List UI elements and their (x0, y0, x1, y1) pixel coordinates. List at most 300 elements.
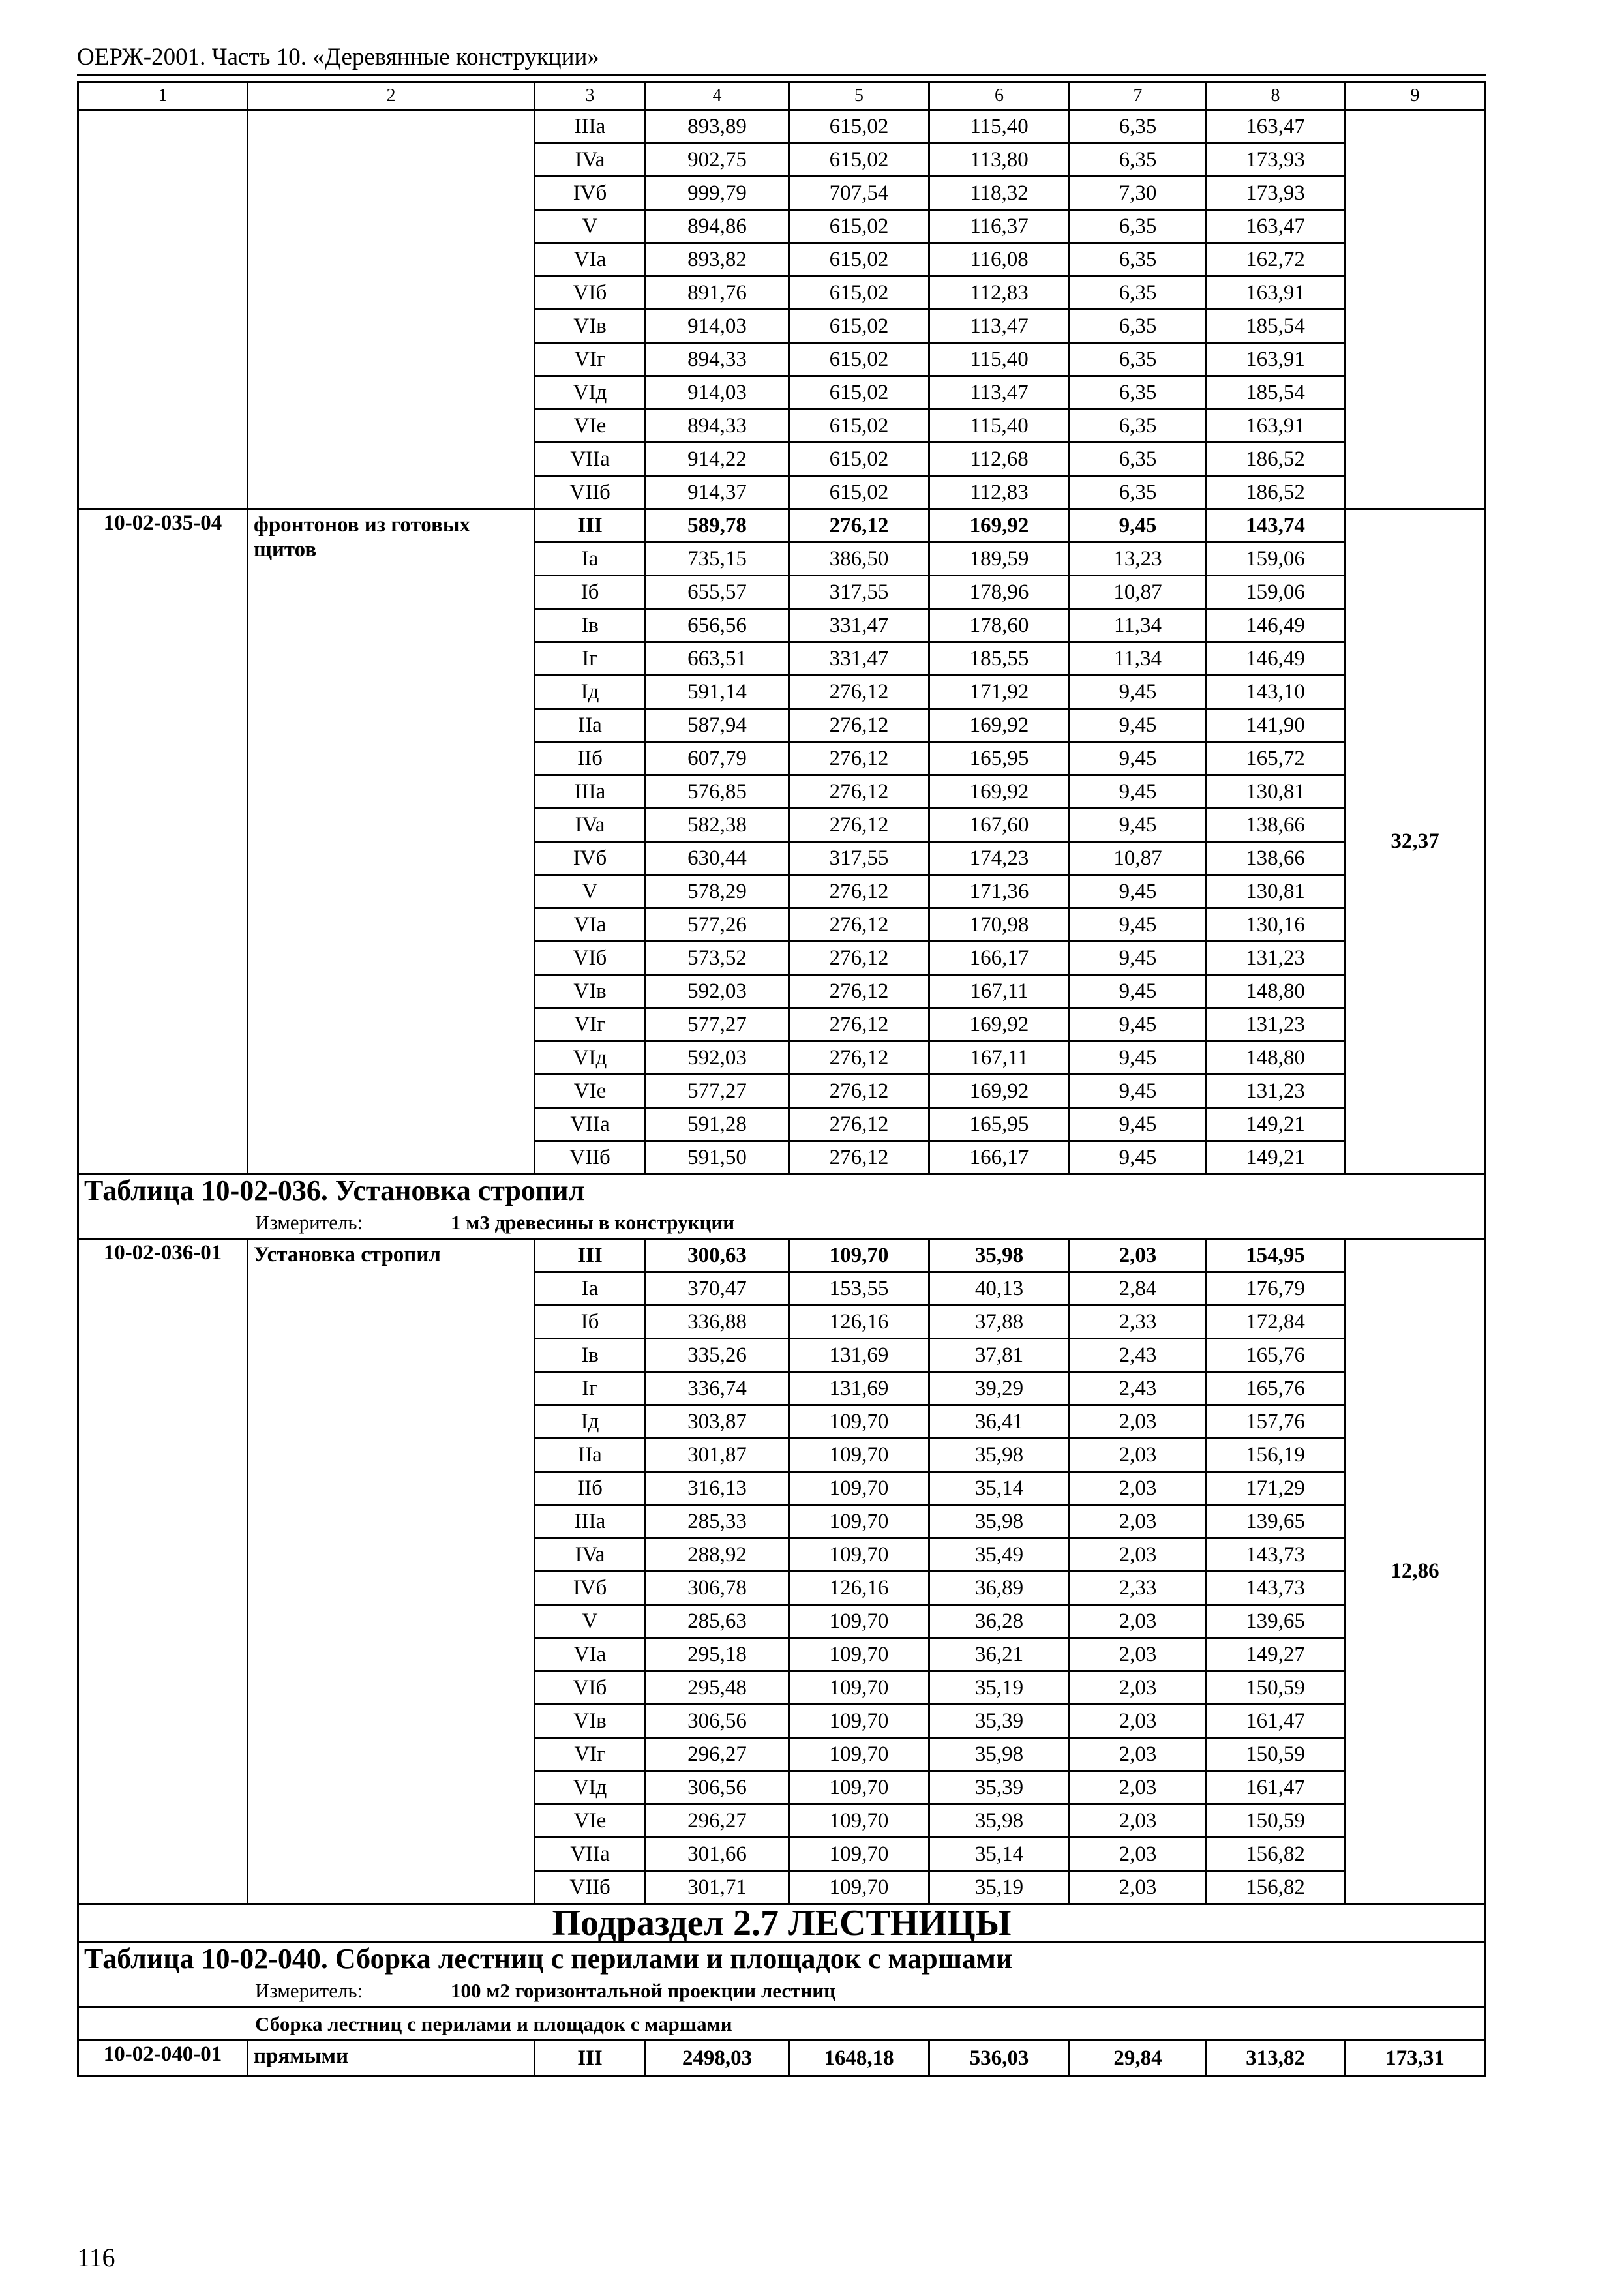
value-cell: 138,66 (1207, 809, 1345, 842)
value-cell: 2,84 (1070, 1272, 1207, 1306)
value-cell: 276,12 (789, 1108, 929, 1141)
value-cell: 893,82 (646, 243, 789, 277)
value-cell: 2,03 (1070, 1472, 1207, 1505)
value-cell: 6,35 (1070, 243, 1207, 277)
value-cell: 276,12 (789, 676, 929, 709)
value-cell: 109,70 (789, 1239, 929, 1272)
value-cell: 9,45 (1070, 1141, 1207, 1174)
value-cell: 126,16 (789, 1572, 929, 1605)
value-cell: 9,45 (1070, 1108, 1207, 1141)
value-cell: 9,45 (1070, 775, 1207, 809)
table-row (78, 1174, 1486, 1207)
value-cell: 148,80 (1207, 1041, 1345, 1075)
zone-cell: VIг (535, 1738, 646, 1771)
value-cell: 6,35 (1070, 210, 1207, 243)
value-cell: 300,63 (646, 1239, 789, 1272)
value-cell: 37,81 (929, 1339, 1070, 1372)
unit-label: Измеритель: (255, 1979, 363, 2002)
zone-cell: IIIa (535, 775, 646, 809)
value-cell: 615,02 (789, 243, 929, 277)
value-cell: 131,23 (1207, 942, 1345, 975)
labor-cost-cell: 173,31 (1345, 2041, 1486, 2076)
value-cell: 615,02 (789, 210, 929, 243)
value-cell: 35,98 (929, 1804, 1070, 1838)
value-cell: 276,12 (789, 1141, 929, 1174)
zone-cell: VIд (535, 1771, 646, 1804)
value-cell: 150,59 (1207, 1671, 1345, 1705)
value-cell: 295,18 (646, 1638, 789, 1671)
value-cell: 189,59 (929, 543, 1070, 576)
value-cell: 161,47 (1207, 1705, 1345, 1738)
value-cell: 149,21 (1207, 1141, 1345, 1174)
value-cell: 36,41 (929, 1405, 1070, 1439)
value-cell: 35,14 (929, 1838, 1070, 1871)
zone-cell: IIб (535, 742, 646, 775)
value-cell: 276,12 (789, 908, 929, 942)
value-cell: 10,87 (1070, 842, 1207, 875)
value-cell: 116,08 (929, 243, 1070, 277)
zone-cell: IVб (535, 842, 646, 875)
value-cell: 156,82 (1207, 1838, 1345, 1871)
zone-cell: IIa (535, 709, 646, 742)
value-cell: 109,70 (789, 1538, 929, 1572)
value-cell: 163,47 (1207, 110, 1345, 143)
value-cell: 35,14 (929, 1472, 1070, 1505)
value-cell: 173,93 (1207, 177, 1345, 210)
value-cell: 156,19 (1207, 1439, 1345, 1472)
unit-row (78, 1975, 1486, 2007)
value-cell: 109,70 (789, 1605, 929, 1638)
value-cell: 172,84 (1207, 1306, 1345, 1339)
value-cell: 6,35 (1070, 443, 1207, 476)
zone-cell: VIe (535, 410, 646, 443)
unit-value: 100 м2 горизонтальной проекции лестниц (451, 1979, 835, 2002)
value-cell: 36,28 (929, 1605, 1070, 1638)
subsection-title: Подраздел 2.7 ЛЕСТНИЦЫ (78, 1904, 1486, 1943)
zone-cell: VIa (535, 243, 646, 277)
value-cell: 276,12 (789, 975, 929, 1008)
value-cell: 276,12 (789, 1041, 929, 1075)
value-cell: 2,33 (1070, 1306, 1207, 1339)
value-cell: 582,38 (646, 809, 789, 842)
value-cell: 112,83 (929, 476, 1070, 509)
value-cell: 13,23 (1070, 543, 1207, 576)
value-cell: 894,33 (646, 343, 789, 376)
value-cell: 6,35 (1070, 310, 1207, 343)
value-cell: 316,13 (646, 1472, 789, 1505)
column-number: 4 (646, 82, 789, 110)
value-cell: 707,54 (789, 177, 929, 210)
value-cell: 301,71 (646, 1871, 789, 1904)
value-cell: 9,45 (1070, 742, 1207, 775)
zone-cell: III (535, 1239, 646, 1272)
zone-cell: Ia (535, 1272, 646, 1306)
value-cell: 169,92 (929, 775, 1070, 809)
value-cell: 276,12 (789, 875, 929, 908)
value-cell: 914,03 (646, 310, 789, 343)
value-cell: 2,03 (1070, 1705, 1207, 1738)
value-cell: 276,12 (789, 775, 929, 809)
value-cell: 186,52 (1207, 476, 1345, 509)
column-number: 9 (1345, 82, 1486, 110)
value-cell: 735,15 (646, 543, 789, 576)
zone-cell: VIв (535, 310, 646, 343)
value-cell: 112,68 (929, 443, 1070, 476)
value-cell: 301,66 (646, 1838, 789, 1871)
zone-cell: VIe (535, 1075, 646, 1108)
value-cell: 165,76 (1207, 1372, 1345, 1405)
value-cell: 36,21 (929, 1638, 1070, 1671)
value-cell: 185,54 (1207, 310, 1345, 343)
value-cell: 276,12 (789, 1008, 929, 1041)
value-cell: 139,65 (1207, 1605, 1345, 1638)
value-cell: 150,59 (1207, 1804, 1345, 1838)
zone-cell: VIa (535, 908, 646, 942)
zone-cell: IIa (535, 1439, 646, 1472)
value-cell: 29,84 (1070, 2041, 1207, 2076)
value-cell: 131,23 (1207, 1075, 1345, 1108)
value-cell: 306,56 (646, 1705, 789, 1738)
value-cell: 109,70 (789, 1771, 929, 1804)
value-cell: 169,92 (929, 509, 1070, 543)
column-number: 3 (535, 82, 646, 110)
value-cell: 109,70 (789, 1804, 929, 1838)
value-cell: 2,03 (1070, 1671, 1207, 1705)
value-cell: 10,87 (1070, 576, 1207, 609)
value-cell: 370,47 (646, 1272, 789, 1306)
table-title: Таблица 10-02-040. Сборка лестниц с перилами и площадок с маршами (78, 1943, 1486, 1975)
value-cell: 577,27 (646, 1075, 789, 1108)
value-cell: 6,35 (1070, 376, 1207, 410)
value-cell: 615,02 (789, 110, 929, 143)
value-cell: 6,35 (1070, 277, 1207, 310)
value-cell: 173,93 (1207, 143, 1345, 177)
zone-cell: Iд (535, 1405, 646, 1439)
value-cell: 301,87 (646, 1439, 789, 1472)
value-cell: 139,65 (1207, 1505, 1345, 1538)
value-cell: 276,12 (789, 809, 929, 842)
column-number: 5 (789, 82, 929, 110)
value-cell: 663,51 (646, 642, 789, 676)
value-cell: 113,47 (929, 310, 1070, 343)
value-cell: 35,98 (929, 1505, 1070, 1538)
zone-cell: IVa (535, 143, 646, 177)
value-cell: 109,70 (789, 1472, 929, 1505)
value-cell: 2,03 (1070, 1871, 1207, 1904)
value-cell: 285,63 (646, 1605, 789, 1638)
value-cell: 165,76 (1207, 1339, 1345, 1372)
zone-cell: III (535, 509, 646, 543)
value-cell: 130,81 (1207, 775, 1345, 809)
value-cell: 171,92 (929, 676, 1070, 709)
value-cell: 9,45 (1070, 908, 1207, 942)
value-cell: 167,11 (929, 1041, 1070, 1075)
value-cell: 591,28 (646, 1108, 789, 1141)
value-cell: 914,22 (646, 443, 789, 476)
value-cell: 536,03 (929, 2041, 1070, 2076)
value-cell: 577,26 (646, 908, 789, 942)
zone-cell: VIe (535, 1804, 646, 1838)
value-cell: 35,98 (929, 1439, 1070, 1472)
value-cell: 40,13 (929, 1272, 1070, 1306)
value-cell: 109,70 (789, 1838, 929, 1871)
value-cell: 592,03 (646, 1041, 789, 1075)
zone-cell: VIг (535, 1008, 646, 1041)
value-cell: 2,03 (1070, 1239, 1207, 1272)
table-row (78, 509, 1486, 543)
zone-cell: VIIa (535, 443, 646, 476)
rate-code: 10-02-036-01 (78, 1239, 248, 1904)
value-cell: 162,72 (1207, 243, 1345, 277)
value-cell: 166,17 (929, 942, 1070, 975)
value-cell: 143,73 (1207, 1538, 1345, 1572)
zone-cell: Iг (535, 642, 646, 676)
value-cell: 1648,18 (789, 2041, 929, 2076)
zone-cell: III (535, 2041, 646, 2076)
value-cell: 171,29 (1207, 1472, 1345, 1505)
value-cell: 35,19 (929, 1671, 1070, 1705)
table-row (78, 1904, 1486, 1943)
value-cell: 6,35 (1070, 110, 1207, 143)
value-cell: 331,47 (789, 642, 929, 676)
value-cell: 163,47 (1207, 210, 1345, 243)
value-cell: 131,23 (1207, 1008, 1345, 1041)
unit-label: Измеритель: (255, 1210, 363, 1234)
labor-cost-cell (1345, 110, 1486, 509)
value-cell: 178,60 (929, 609, 1070, 642)
zone-cell: VIд (535, 1041, 646, 1075)
value-cell: 6,35 (1070, 343, 1207, 376)
table-title: Таблица 10-02-036. Установка стропил (78, 1174, 1486, 1207)
value-cell: 615,02 (789, 143, 929, 177)
value-cell: 109,70 (789, 1638, 929, 1671)
value-cell: 169,92 (929, 1075, 1070, 1108)
value-cell: 166,17 (929, 1141, 1070, 1174)
rate-code: 10-02-035-04 (78, 509, 248, 1174)
value-cell: 296,27 (646, 1738, 789, 1771)
value-cell: 167,60 (929, 809, 1070, 842)
value-cell: 902,75 (646, 143, 789, 177)
value-cell: 615,02 (789, 277, 929, 310)
value-cell: 37,88 (929, 1306, 1070, 1339)
value-cell: 577,27 (646, 1008, 789, 1041)
value-cell: 9,45 (1070, 509, 1207, 543)
value-cell: 138,66 (1207, 842, 1345, 875)
value-cell: 185,54 (1207, 376, 1345, 410)
value-cell: 2,03 (1070, 1804, 1207, 1838)
value-cell: 35,98 (929, 1738, 1070, 1771)
zone-cell: IVб (535, 1572, 646, 1605)
value-cell: 615,02 (789, 343, 929, 376)
rate-description: фронтонов из готовых щитов (248, 509, 535, 1174)
table-row (78, 1206, 1486, 1239)
table-row (78, 2041, 1486, 2076)
column-number: 6 (929, 82, 1070, 110)
rate-code (78, 110, 248, 509)
zone-cell: VIб (535, 277, 646, 310)
value-cell: 607,79 (646, 742, 789, 775)
value-cell: 6,35 (1070, 143, 1207, 177)
table-row (78, 110, 1486, 143)
value-cell: 35,39 (929, 1705, 1070, 1738)
zone-cell: VIг (535, 343, 646, 376)
value-cell: 165,72 (1207, 742, 1345, 775)
value-cell: 143,73 (1207, 1572, 1345, 1605)
value-cell: 276,12 (789, 742, 929, 775)
value-cell: 894,86 (646, 210, 789, 243)
zone-cell: VIб (535, 942, 646, 975)
value-cell: 999,79 (646, 177, 789, 210)
value-cell: 109,70 (789, 1705, 929, 1738)
value-cell: 9,45 (1070, 942, 1207, 975)
value-cell: 11,34 (1070, 609, 1207, 642)
table-row (78, 1975, 1486, 2007)
value-cell: 615,02 (789, 410, 929, 443)
zone-cell: IVa (535, 809, 646, 842)
rate-description (248, 110, 535, 509)
table-subtitle: Сборка лестниц с перилами и площадок с маршами (78, 2007, 1486, 2041)
value-cell: 587,94 (646, 709, 789, 742)
value-cell: 336,88 (646, 1306, 789, 1339)
value-cell: 36,89 (929, 1572, 1070, 1605)
value-cell: 386,50 (789, 543, 929, 576)
column-number: 2 (248, 82, 535, 110)
value-cell: 165,95 (929, 742, 1070, 775)
zone-cell: Iд (535, 676, 646, 709)
table-row (78, 1943, 1486, 1975)
value-cell: 112,83 (929, 277, 1070, 310)
value-cell: 276,12 (789, 942, 929, 975)
value-cell: 154,95 (1207, 1239, 1345, 1272)
value-cell: 288,92 (646, 1538, 789, 1572)
value-cell: 115,40 (929, 410, 1070, 443)
value-cell: 159,06 (1207, 576, 1345, 609)
page-number: 116 (77, 2243, 115, 2272)
column-number: 1 (78, 82, 248, 110)
value-cell: 171,36 (929, 875, 1070, 908)
value-cell: 306,78 (646, 1572, 789, 1605)
value-cell: 143,10 (1207, 676, 1345, 709)
value-cell: 109,70 (789, 1439, 929, 1472)
value-cell: 9,45 (1070, 975, 1207, 1008)
value-cell: 109,70 (789, 1738, 929, 1771)
rate-description: прямыми (248, 2041, 535, 2076)
value-cell: 148,80 (1207, 975, 1345, 1008)
value-cell: 2,03 (1070, 1771, 1207, 1804)
zone-cell: VIв (535, 1705, 646, 1738)
zone-cell: VIIa (535, 1108, 646, 1141)
value-cell: 149,21 (1207, 1108, 1345, 1141)
value-cell: 109,70 (789, 1871, 929, 1904)
value-cell: 2,03 (1070, 1405, 1207, 1439)
value-cell: 2,03 (1070, 1439, 1207, 1472)
value-cell: 178,96 (929, 576, 1070, 609)
value-cell: 9,45 (1070, 709, 1207, 742)
value-cell: 317,55 (789, 576, 929, 609)
value-cell: 592,03 (646, 975, 789, 1008)
table-row (78, 2007, 1486, 2041)
value-cell: 893,89 (646, 110, 789, 143)
value-cell: 589,78 (646, 509, 789, 543)
value-cell: 914,37 (646, 476, 789, 509)
value-cell: 109,70 (789, 1405, 929, 1439)
zone-cell: Iб (535, 576, 646, 609)
value-cell: 35,39 (929, 1771, 1070, 1804)
value-cell: 156,82 (1207, 1871, 1345, 1904)
value-cell: 176,79 (1207, 1272, 1345, 1306)
value-cell: 159,06 (1207, 543, 1345, 576)
value-cell: 141,90 (1207, 709, 1345, 742)
zone-cell: VIIб (535, 476, 646, 509)
zone-cell: IIIa (535, 1505, 646, 1538)
rate-description: Установка стропил (248, 1239, 535, 1904)
value-cell: 126,16 (789, 1306, 929, 1339)
value-cell: 576,85 (646, 775, 789, 809)
column-number: 8 (1207, 82, 1345, 110)
value-cell: 130,16 (1207, 908, 1345, 942)
unit-row (78, 1206, 1486, 1239)
zone-cell: VIд (535, 376, 646, 410)
value-cell: 163,91 (1207, 343, 1345, 376)
value-cell: 153,55 (789, 1272, 929, 1306)
value-cell: 170,98 (929, 908, 1070, 942)
value-cell: 2,33 (1070, 1572, 1207, 1605)
value-cell: 285,33 (646, 1505, 789, 1538)
value-cell: 113,47 (929, 376, 1070, 410)
value-cell: 118,32 (929, 177, 1070, 210)
zone-cell: VIв (535, 975, 646, 1008)
value-cell: 306,56 (646, 1771, 789, 1804)
value-cell: 2,43 (1070, 1339, 1207, 1372)
rate-code: 10-02-040-01 (78, 2041, 248, 2076)
value-cell: 6,35 (1070, 410, 1207, 443)
value-cell: 6,35 (1070, 476, 1207, 509)
zone-cell: VIIб (535, 1141, 646, 1174)
value-cell: 2,03 (1070, 1538, 1207, 1572)
value-cell: 894,33 (646, 410, 789, 443)
value-cell: 9,45 (1070, 676, 1207, 709)
price-table (77, 81, 1486, 2077)
value-cell: 656,56 (646, 609, 789, 642)
unit-value: 1 м3 древесины в конструкции (451, 1210, 735, 1234)
value-cell: 161,47 (1207, 1771, 1345, 1804)
value-cell: 336,74 (646, 1372, 789, 1405)
value-cell: 615,02 (789, 310, 929, 343)
value-cell: 295,48 (646, 1671, 789, 1705)
value-cell: 914,03 (646, 376, 789, 410)
value-cell: 165,95 (929, 1108, 1070, 1141)
value-cell: 615,02 (789, 443, 929, 476)
zone-cell: VIIб (535, 1871, 646, 1904)
value-cell: 185,55 (929, 642, 1070, 676)
value-cell: 276,12 (789, 1075, 929, 1108)
value-cell: 2,03 (1070, 1638, 1207, 1671)
value-cell: 35,98 (929, 1239, 1070, 1272)
value-cell: 296,27 (646, 1804, 789, 1838)
value-cell: 163,91 (1207, 410, 1345, 443)
value-cell: 150,59 (1207, 1738, 1345, 1771)
value-cell: 630,44 (646, 842, 789, 875)
value-cell: 109,70 (789, 1671, 929, 1705)
value-cell: 331,47 (789, 609, 929, 642)
page-header: ОЕРЖ-2001. Часть 10. «Деревянные конструкции» (77, 40, 1486, 76)
zone-cell: V (535, 1605, 646, 1638)
zone-cell: VIa (535, 1638, 646, 1671)
zone-cell: Ia (535, 543, 646, 576)
value-cell: 169,92 (929, 1008, 1070, 1041)
zone-cell: IIб (535, 1472, 646, 1505)
labor-cost-cell: 12,86 (1345, 1239, 1486, 1904)
